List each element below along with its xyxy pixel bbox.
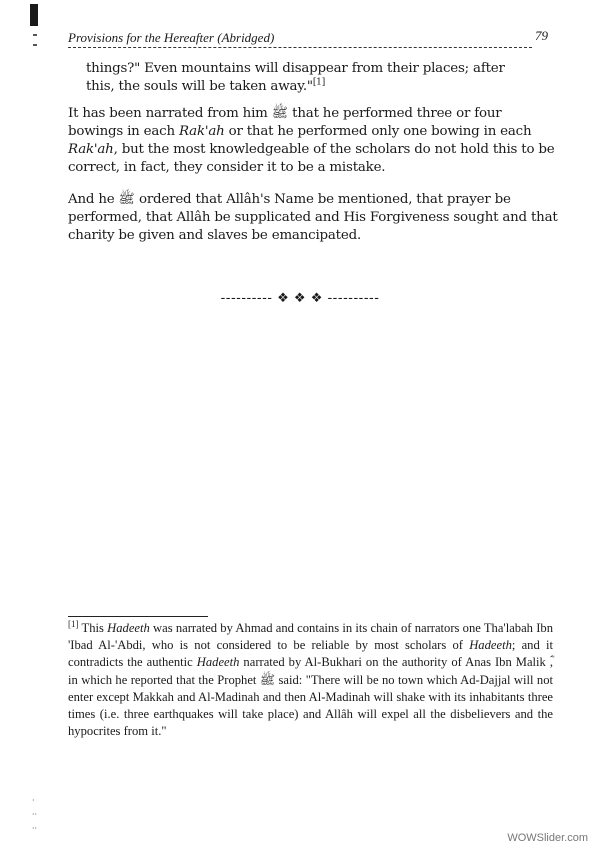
scan-tick — [33, 44, 37, 46]
bowings-text-a: It has been narrated from him ﷺ that he performed three or four bowings in each — [68, 106, 502, 139]
scan-margin-dots: ·· — [32, 810, 38, 819]
term-rakah: Rak'ah — [68, 142, 114, 157]
quote-line-2: this, the souls will be taken away." — [86, 79, 313, 94]
scan-margin-dots: · — [32, 796, 35, 805]
footnote-marker: [1] — [68, 618, 79, 629]
running-header-title: Provisions for the Hereafter (Abridged) — [68, 30, 275, 45]
running-header — [68, 28, 548, 50]
scan-margin-dots: ·· — [32, 824, 38, 833]
quote-line-1: things?" Even mountains will disappear from their places; after — [86, 61, 505, 76]
page-number: 79 — [535, 28, 548, 43]
header-rule — [68, 47, 532, 48]
bowings-text-c: , but the most knowledgeable of the scholars do not hold this to be correct, in fact, they consider it to be a mistake. — [68, 142, 555, 175]
term-hadeeth: Hadeeth — [107, 621, 150, 635]
paragraph-bowings — [68, 105, 558, 177]
paragraph-orders — [68, 191, 558, 245]
term-hadeeth: Hadeeth — [196, 655, 240, 670]
scan-corner-mark — [30, 4, 38, 26]
footnote-reference: [1] — [312, 77, 326, 88]
bowings-text-b: or that he performed only one bowing in each — [224, 124, 532, 139]
footnote — [68, 620, 553, 740]
footnote-text: ; and it contradicts the authentic — [68, 638, 553, 670]
scan-tick — [33, 34, 37, 36]
footnote-rule — [68, 616, 208, 617]
footnote-text: was narrated by Ahmad and contains in its chain of narrators one Tha'labah Ibn 'Ibad Al-'Abdi, who is not considered to be reliable by most scholars of — [68, 621, 553, 653]
term-hadeeth: Hadeeth — [469, 638, 512, 653]
watermark: WOWSlider.com — [507, 832, 588, 844]
footnote-text: This — [78, 621, 108, 635]
orders-text: And he ﷺ ordered that Allâh's Name be mentioned, that prayer be performed, that Allâh be supplicated and His Forgiveness sought and that charity be given and slaves be emancipated. — [68, 192, 558, 243]
footnote-text: narrated by Al-Bukhari on the authority of Anas Ibn Malik ؓ, in which he reported that the Prophet ﷺ said: "There will be no town which Ad-Dajjal will not enter except Makkah and Al-Madinah and then Al-Madinah will shake with its inhabitants three times (i.e. three earthquakes will take place) and Allâh will expel all the disbelievers and the hypocrites from it." — [68, 655, 554, 739]
paragraph-quote-end — [68, 60, 558, 96]
section-divider: ---------- ❖ ❖ ❖ ---------- — [220, 291, 380, 306]
term-rakah: Rak'ah — [178, 124, 225, 139]
